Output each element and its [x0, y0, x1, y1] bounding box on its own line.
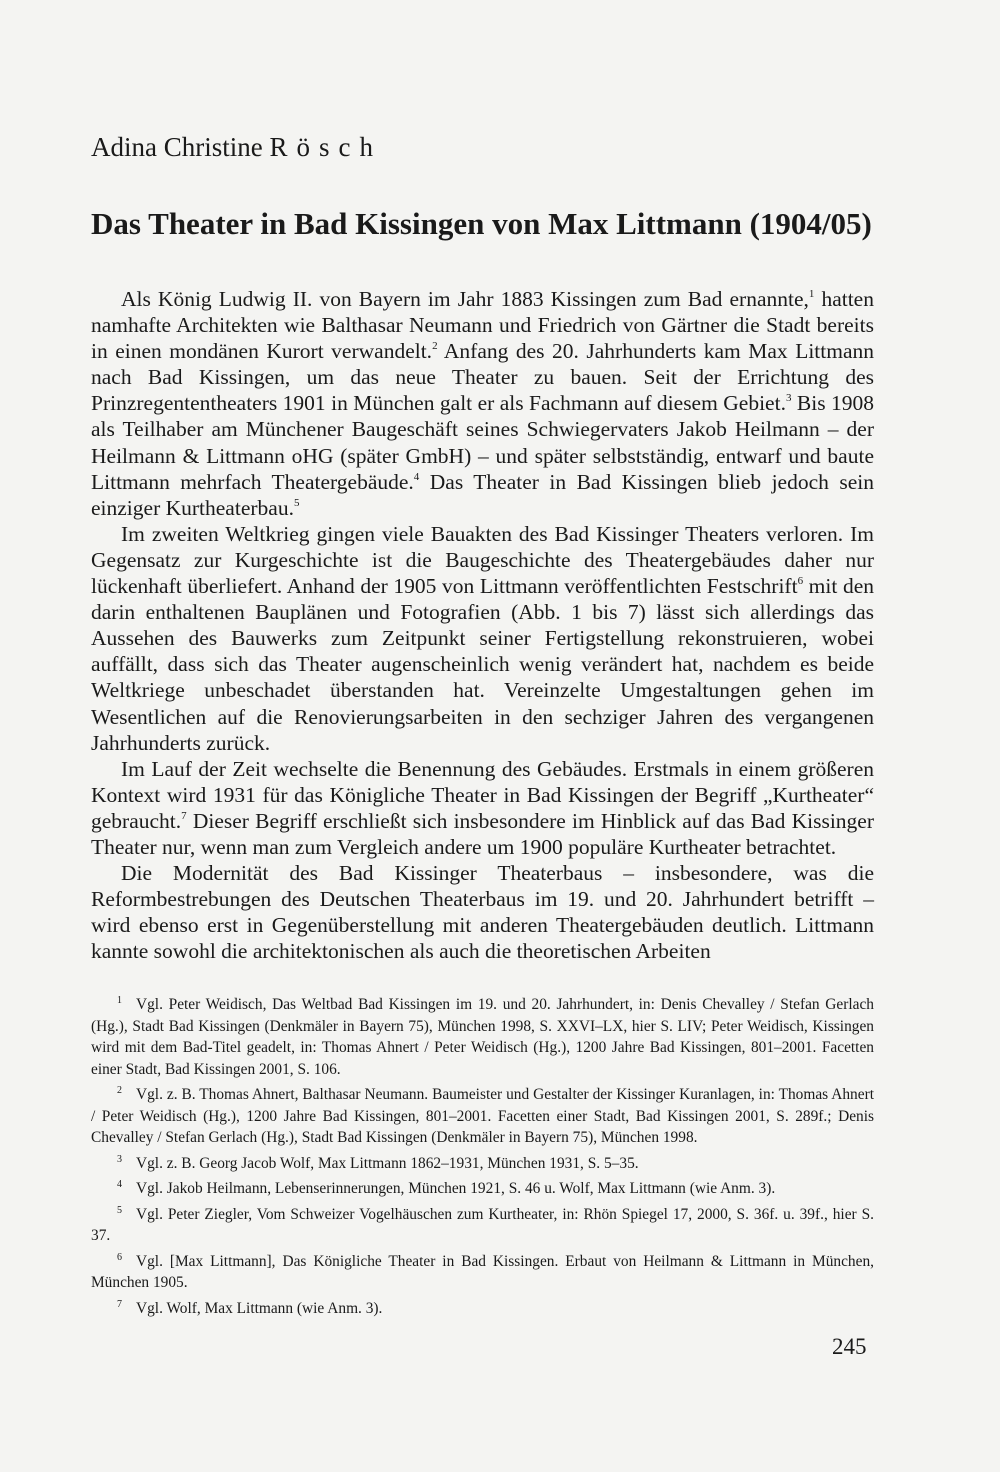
- footnote-reference: 7: [181, 809, 187, 822]
- footnote-reference: 1: [808, 288, 815, 300]
- paragraph-text: Bis 1908 als Teilhaber am Münchener Baugeschäft seines Schwiegervaters Jakob Heilmann – der Heilmann & Littmann oHG (später GmbH) – und später selbstständig, entwarf und baute Littmann mehrfach Theatergebäude.: [91, 391, 875, 494]
- footnote-text: Vgl. Jakob Heilmann, Lebenserinnerungen, München 1921, S. 46 u. Wolf, Max Littmann (wie Anm. 3).: [136, 1180, 776, 1197]
- footnotes: [91, 990, 874, 1319]
- footnote-number: 2: [117, 1085, 122, 1096]
- paragraph-text: Dieser Begriff erschließt sich insbesondere im Hinblick auf das Bad Kissinger Theater nur, wenn man zum Vergleich andere um 1900 populäre Kurtheater betrachtet.: [91, 808, 874, 859]
- paragraph-text: Die Modernität des Bad Kissinger Theaterbaus – insbesondere, was die Reformbestrebungen des Deutschen Theaterbaus im 19. und 20. Jahrhundert betrifft – wird ebenso erst in Gegenüberstellung mit anderen Theatergebäuden deutlich. Littmann kannte sowohl die architektonischen als auch die theoretischen Arbeiten: [91, 861, 874, 964]
- footnote-text: Vgl. [Max Littmann], Das Königliche Theater in Bad Kissingen. Erbaut von Heilmann & Littmann in München, München 1905.: [91, 1252, 874, 1291]
- footnote-reference: 4: [413, 470, 420, 483]
- paragraph-text: Im zweiten Weltkrieg gingen viele Bauakten des Bad Kissinger Theaters verloren. Im Gegensatz zur Kurgeschichte ist die Baugeschichte des Theatergebäudes daher nur lückenhaft überliefert. Anhand der 1905 von Littmann veröffentlichten Festschrift: [91, 521, 874, 599]
- footnote-number: 7: [117, 1298, 122, 1310]
- footnote-number: 3: [117, 1153, 122, 1165]
- footnote: [91, 1080, 874, 1149]
- paragraph-text: hatten namhafte Architekten wie Balthasar Neumann und Friedrich von Gärtner die Stadt bereits in einen mondänen Kurort verwandelt.: [91, 287, 874, 364]
- body-paragraph: [91, 860, 874, 964]
- paragraph-text: Das Theater in Bad Kissingen blieb jedoch sein einziger Kurtheaterbau.: [91, 469, 874, 520]
- footnote-text: Vgl. Peter Ziegler, Vom Schweizer Vogelhäuschen zum Kurtheater, in: Rhön Spiegel 17, 2000, S. 36f. u. 39f., hier S. 37.: [91, 1205, 874, 1244]
- page-number: 245: [832, 1334, 867, 1359]
- footnote: [91, 1200, 874, 1247]
- author-first-name: Adina Christine: [91, 132, 263, 162]
- paragraph-text: Im Lauf der Zeit wechselte die Benennung des Gebäudes. Erstmals in einem größeren Kontext wird 1931 für das Königliche Theater in Bad Kissingen der Begriff „Kurtheater“ gebraucht.: [91, 756, 874, 833]
- footnote-text: Vgl. Peter Weidisch, Das Weltbad Bad Kissingen im 19. und 20. Jahrhundert, in: Denis Chevalley / Stefan Gerlach (Hg.), Stadt Bad Kissingen (Denkmäler in Bayern 75), München 1998, S. XXVI–LX, hier S. LIV; Peter Weidisch, Kissingen wird mit dem Bad-Titel geadelt, in: Thomas Ahnert / Peter Weidisch (Hg.), 1200 Jahre Bad Kissingen, 801–2001. Facetten einer Stadt, Bad Kissingen 2001, S. 106.: [91, 996, 874, 1078]
- footnote: [91, 1174, 874, 1200]
- footnote-reference: 5: [293, 496, 300, 509]
- footnote: [91, 990, 874, 1080]
- footnote-reference: 3: [785, 392, 792, 405]
- footnote: [91, 1247, 874, 1294]
- footnote-number: 5: [117, 1204, 122, 1216]
- paragraph-text: mit den darin enthaltenen Bauplänen und Fotografien (Abb. 1 bis 7) lässt sich allerdings das Aussehen des Bauwerks zum Zeitpunkt seiner Fertigstellung rekonstruieren, wobei auffällt, dass sich das Theater augenscheinlich wenig verändert hat, nachdem es beide Weltkriege unbeschadet überstanden hat. Vereinzelte Umgestaltungen gehen im Wesentlichen auf die Renovierungsarbeiten in den sechziger Jahren des vergangenen Jahrhunderts zurück.: [91, 574, 875, 755]
- article-body: [91, 286, 874, 964]
- footnote: [91, 1294, 874, 1320]
- footnote-text: Vgl. Wolf, Max Littmann (wie Anm. 3).: [136, 1299, 383, 1317]
- footnote-number: 1: [117, 995, 122, 1006]
- footnote-text: Vgl. z. B. Thomas Ahnert, Balthasar Neumann. Baumeister und Gestalter der Kissinger Kuranlagen, in: Thomas Ahnert / Peter Weidisch (Hg.), 1200 Jahre Bad Kissingen, 801–2001. Facetten einer Stadt, Bad Kissingen 2001, S. 289f.; Denis Chevalley / Stefan Gerlach (Hg.), Stadt Bad Kissingen (Denkmäler in Bayern 75), München 1998.: [91, 1086, 874, 1146]
- paragraph-text: Anfang des 20. Jahrhunderts kam Max Littmann nach Bad Kissingen, um das neue Theater zu bauen. Seit der Errichtung des Prinzregententheaters 1901 in München galt er als Fachmann auf diesem Gebiet.: [91, 339, 875, 416]
- author-name: [91, 130, 382, 164]
- paragraph-text: Als König Ludwig II. von Bayern im Jahr 1883 Kissingen zum Bad ernannte,: [121, 287, 809, 311]
- article-title: Das Theater in Bad Kissingen von Max Littmann (1904/05): [91, 206, 872, 241]
- footnote-number: 4: [117, 1179, 122, 1190]
- footnote-number: 6: [117, 1251, 122, 1263]
- footnote-reference: 6: [797, 575, 804, 588]
- body-paragraph: [91, 521, 874, 756]
- footnote: [91, 1149, 874, 1175]
- body-paragraph: [91, 286, 874, 521]
- author-last-name: Rösch: [269, 132, 382, 162]
- body-paragraph: [91, 756, 874, 860]
- footnote-reference: 2: [432, 340, 438, 353]
- footnote-text: Vgl. z. B. Georg Jacob Wolf, Max Littmann 1862–1931, München 1931, S. 5–35.: [136, 1154, 639, 1172]
